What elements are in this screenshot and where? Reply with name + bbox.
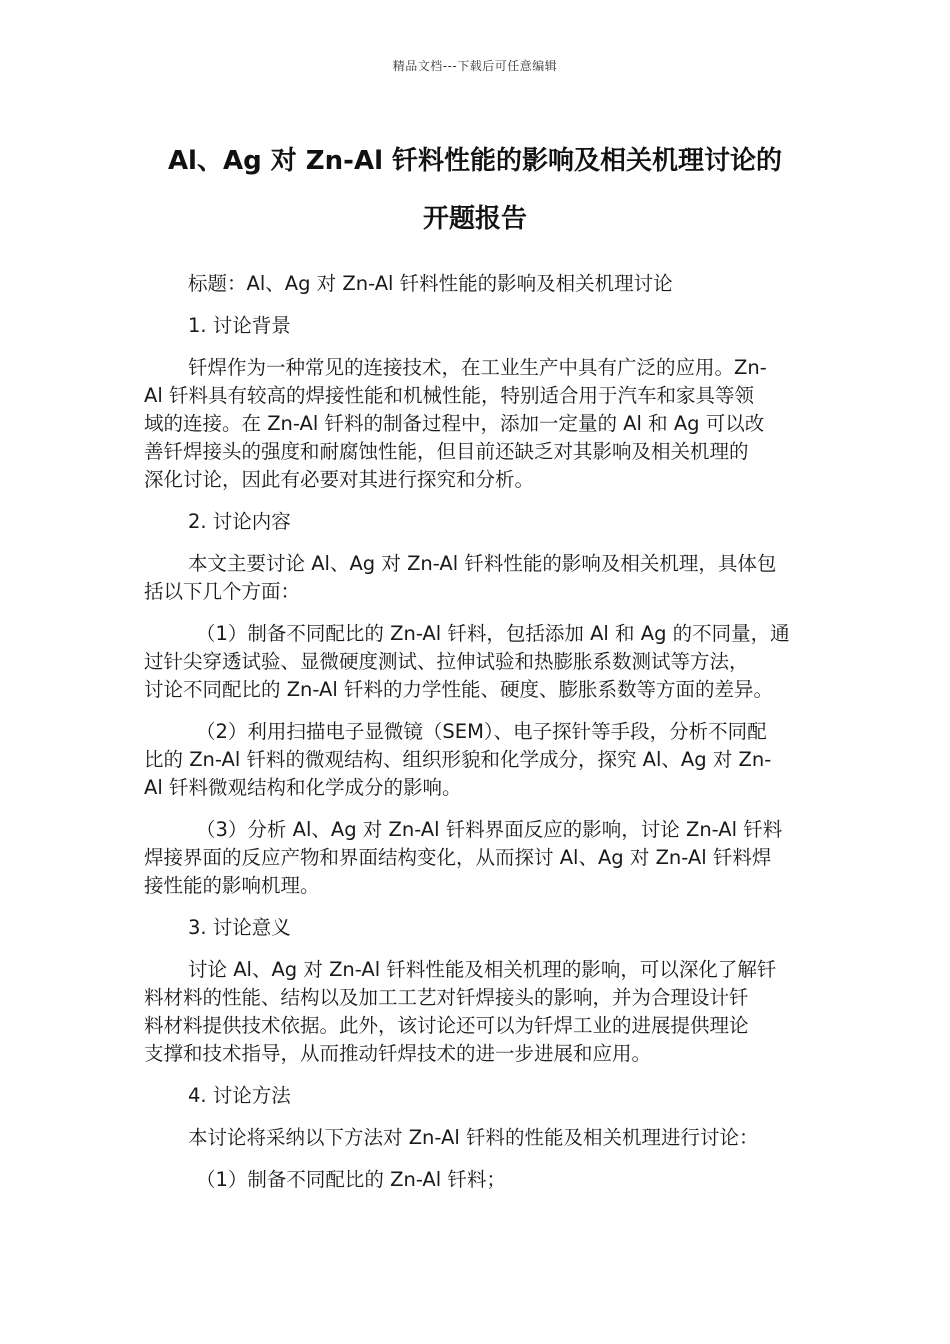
text-line: 钎焊作为一种常见的连接技术，在工业生产中具有广泛的应用。Zn- xyxy=(188,356,767,379)
text-line: 过针尖穿透试验、显微硬度测试、拉伸试验和热膨胀系数测试等方法， xyxy=(144,650,749,673)
section-4-item-1 xyxy=(144,1166,809,1194)
section-2-item-3 xyxy=(144,816,809,900)
section-1-heading: 1. 讨论背景 xyxy=(188,314,291,337)
header-note: 精品文档---下载后可任意编辑 xyxy=(392,59,558,73)
text-line: （1）制备不同配比的 Zn-Al 钎料； xyxy=(196,1168,506,1191)
text-line: 括以下几个方面： xyxy=(144,580,301,603)
section-4-heading: 4. 讨论方法 xyxy=(188,1084,291,1107)
text-line: 接性能的影响机理。 xyxy=(144,874,320,897)
subject-line: 标题：Al、Ag 对 Zn-Al 钎料性能的影响及相关机理讨论 xyxy=(188,272,673,295)
section-2-heading: 2. 讨论内容 xyxy=(188,510,291,533)
text-line: 深化讨论，因此有必要对其进行探究和分析。 xyxy=(144,468,535,491)
text-line: 支撑和技术指导，从而推动钎焊技术的进一步进展和应用。 xyxy=(144,1042,652,1065)
text-line: Al 钎料具有较高的焊接性能和机械性能，特别适合用于汽车和家具等领 xyxy=(144,384,754,407)
text-line: Al 钎料微观结构和化学成分的影响。 xyxy=(144,776,462,799)
section-4-intro: 本讨论将采纳以下方法对 Zn-Al 钎料的性能及相关机理进行讨论： xyxy=(188,1126,759,1149)
text-line: 料材料的性能、结构以及加工工艺对钎焊接头的影响，并为合理设计钎 xyxy=(144,986,749,1009)
text-line: 比的 Zn-Al 钎料的微观结构、组织形貌和化学成分，探究 Al、Ag 对 Zn- xyxy=(144,748,772,771)
text-line: 讨论不同配比的 Zn-Al 钎料的力学性能、硬度、膨胀系数等方面的差异。 xyxy=(144,678,773,701)
document-title-line-1: Al、Ag 对 Zn-Al 钎料性能的影响及相关机理讨论的 xyxy=(167,146,783,176)
document-body xyxy=(144,270,809,1194)
text-line: 域的连接。在 Zn-Al 钎料的制备过程中，添加一定量的 Al 和 Ag 可以改 xyxy=(144,412,765,435)
section-2-item-2 xyxy=(144,718,809,802)
section-2-intro xyxy=(144,550,809,606)
section-2-item-1 xyxy=(144,620,809,704)
text-line: 料材料提供技术依据。此外，该讨论还可以为钎焊工业的进展提供理论 xyxy=(144,1014,749,1037)
text-line: 本文主要讨论 Al、Ag 对 Zn-Al 钎料性能的影响及相关机理，具体包 xyxy=(188,552,777,575)
text-line: 焊接界面的反应产物和界面结构变化，从而探讨 Al、Ag 对 Zn-Al 钎料焊 xyxy=(144,846,772,869)
section-3-heading: 3. 讨论意义 xyxy=(188,916,291,939)
text-line: （1）制备不同配比的 Zn-Al 钎料，包括添加 Al 和 Ag 的不同量，通 xyxy=(196,622,790,645)
section-1-paragraph xyxy=(144,354,809,494)
text-line: （2）利用扫描电子显微镜（SEM）、电子探针等手段，分析不同配 xyxy=(196,720,767,743)
document-title-line-2: 开题报告 xyxy=(422,204,527,234)
document-title xyxy=(100,132,850,248)
text-line: （3）分析 Al、Ag 对 Zn-Al 钎料界面反应的影响，讨论 Zn-Al 钎料 xyxy=(196,818,783,841)
section-3-paragraph xyxy=(144,956,809,1068)
text-line: 善钎焊接头的强度和耐腐蚀性能，但目前还缺乏对其影响及相关机理的 xyxy=(144,440,749,463)
text-line: 讨论 Al、Ag 对 Zn-Al 钎料性能及相关机理的影响，可以深化了解钎 xyxy=(188,958,777,981)
